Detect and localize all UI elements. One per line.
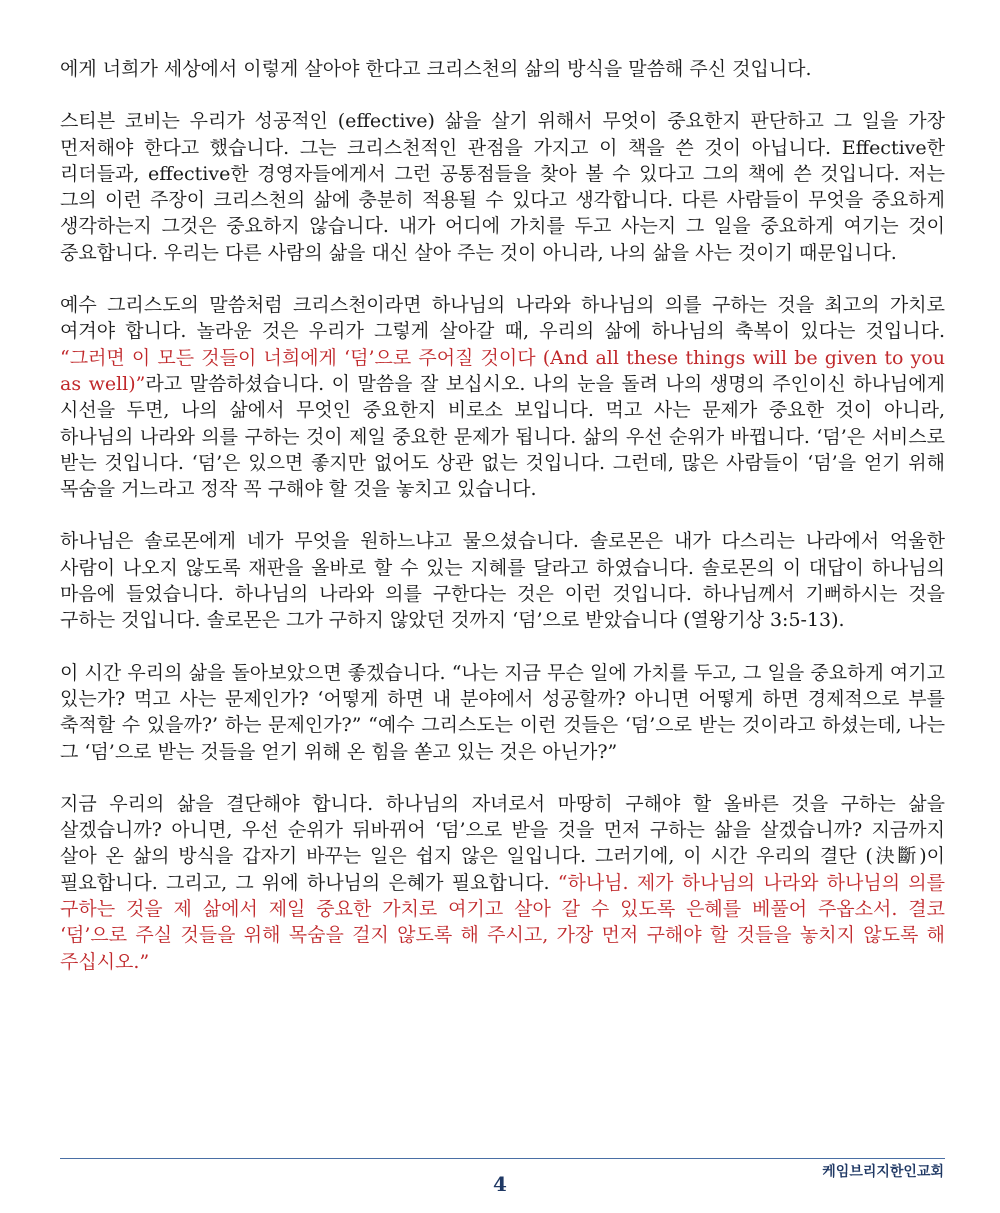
footer-divider [60, 1158, 945, 1159]
paragraph-2 [60, 108, 945, 266]
paragraph-6 [60, 791, 945, 975]
paragraph-3 [60, 292, 945, 502]
paragraph-text: 이 시간 우리의 삶을 돌아보았으면 좋겠습니다. “나는 지금 무슨 일에 가치를 두고, 그 일을 중요하게 여기고 있는가? 먹고 사는 문제인가? ‘어떻게 하면 내 분야에서 성공할까? 아니면 어떻게 하면 경제적으로 부를 축적할 수 있을까?’ 하는 문제인가?” “예수 그리스도는 이런 것들은 ‘덤’으로 받는 것이라고 하셨는데, 나는 그 ‘덤’으로 받는 것들을 얻기 위해 온 힘을 쏟고 있는 것은 아닌가?” [60, 661, 945, 763]
page-number: 4 [493, 1172, 507, 1196]
paragraph-text: 하나님은 솔로몬에게 네가 무엇을 원하느냐고 물으셨습니다. 솔로몬은 내가 다스리는 나라에서 억울한 사람이 나오지 않도록 재판을 올바로 할 수 있는 지혜를 달라고 하였습니다. 솔로몬의 이 대답이 하나님의 마음에 들었습니다. 하나님의 나라와 의를 구한다는 것은 이런 것입니다. 하나님께서 기뻐하시는 것을 구하는 것입니다. 솔로몬은 그가 구하지 않았던 것까지 ‘덤’으로 받았습니다 (열왕기상 3:5-13). [60, 530, 945, 632]
paragraph-text: 스티븐 코비는 우리가 성공적인 (effective) 삶을 살기 위해서 무엇이 중요한지 판단하고 그 일을 가장 먼저해야 한다고 했습니다. 그는 크리스천적인 관점을 가지고 이 책을 쓴 것이 아닙니다. Effective한 리더들과, effective한 경영자들에게서 그런 공통점들을 찾아 볼 수 있다고 그의 책에 쓴 것입니다. 저는 그의 이런 주장이 크리스천의 삶에 충분히 적용될 수 있다고 생각합니다. 다른 사람들이 무엇을 중요하게 생각하는지 그것은 중요하지 않습니다. 내가 어디에 가치를 두고 사는지 그 일을 중요하게 여기는 것이 중요합니다. 우리는 다른 사람의 삶을 대신 살아 주는 것이 아니라, 나의 삶을 사는 것이기 때문입니다. [60, 110, 945, 264]
paragraph-5 [60, 660, 945, 765]
paragraph-text: 지금 우리의 삶을 결단해야 합니다. 하나님의 자녀로서 마땅히 구해야 할 올바른 것을 구하는 삶을 살겠습니까? 아니면, 우선 순위가 뒤바뀌어 ‘덤’으로 받을 것을 먼저 구하는 삶을 살겠습니까? 지금까지 살아 온 삶의 방식을 갑자기 바꾸는 일은 쉽지 않은 일입니다. 그러기에, 이 시간 우리의 결단 (決斷)이 필요합니다. 그리고, 그 위에 하나님의 은혜가 필요합니다. [60, 792, 945, 894]
paragraph-text: 에게 너희가 세상에서 이렇게 살아야 한다고 크리스천의 삶의 방식을 말씀해 주신 것입니다. [60, 58, 812, 80]
paragraph-4 [60, 528, 945, 633]
prayer-quote: “하나님. 제가 하나님의 나라와 하나님의 의를 구하는 것을 제 삶에서 제일 중요한 가치로 여기고 살아 갈 수 있도록 은혜를 베풀어 주옵소서. 결코 ‘덤’으로 주실 것들을 위해 목숨을 걸지 않도록 해 주시고, 가장 먼저 구해야 할 것들을 놓치지 않도록 해 주십시오.” [60, 871, 945, 973]
paragraph-text: 예수 그리스도의 말씀처럼 크리스천이라면 하나님의 나라와 하나님의 의를 구하는 것을 최고의 가치로 여겨야 합니다. 놀라운 것은 우리가 그렇게 살아갈 때, 우리의 삶에 하나님의 축복이 있다는 것입니다. [60, 294, 945, 343]
church-name: 케임브리지한인교회 [822, 1164, 944, 1180]
paragraph-text: 라고 말씀하셨습니다. 이 말씀을 잘 보십시오. 나의 눈을 돌려 나의 생명의 주인이신 하나님에게 시선을 두면, 나의 삶에서 무엇인 중요한지 비로소 보입니다. 먹고 사는 문제가 중요한 것이 아니라, 하나님의 나라와 의를 구하는 것이 제일 중요한 문제가 됩니다. 삶의 우선 순위가 바뀝니다. ‘덤’은 서비스로 받는 것입니다. ‘덤’은 있으면 좋지만 없어도 상관 없는 것입니다. 그런데, 많은 사람들이 ‘덤’을 얻기 위해 목숨을 거느라고 정작 꼭 구해야 할 것을 놓치고 있습니다. [60, 372, 945, 501]
page-body [60, 56, 945, 1001]
paragraph-1 [60, 56, 945, 82]
scripture-quote: “그러면 이 모든 것들이 너희에게 ‘덤’으로 주어질 것이다 (And all these things will be given to you as well)” [60, 346, 945, 395]
